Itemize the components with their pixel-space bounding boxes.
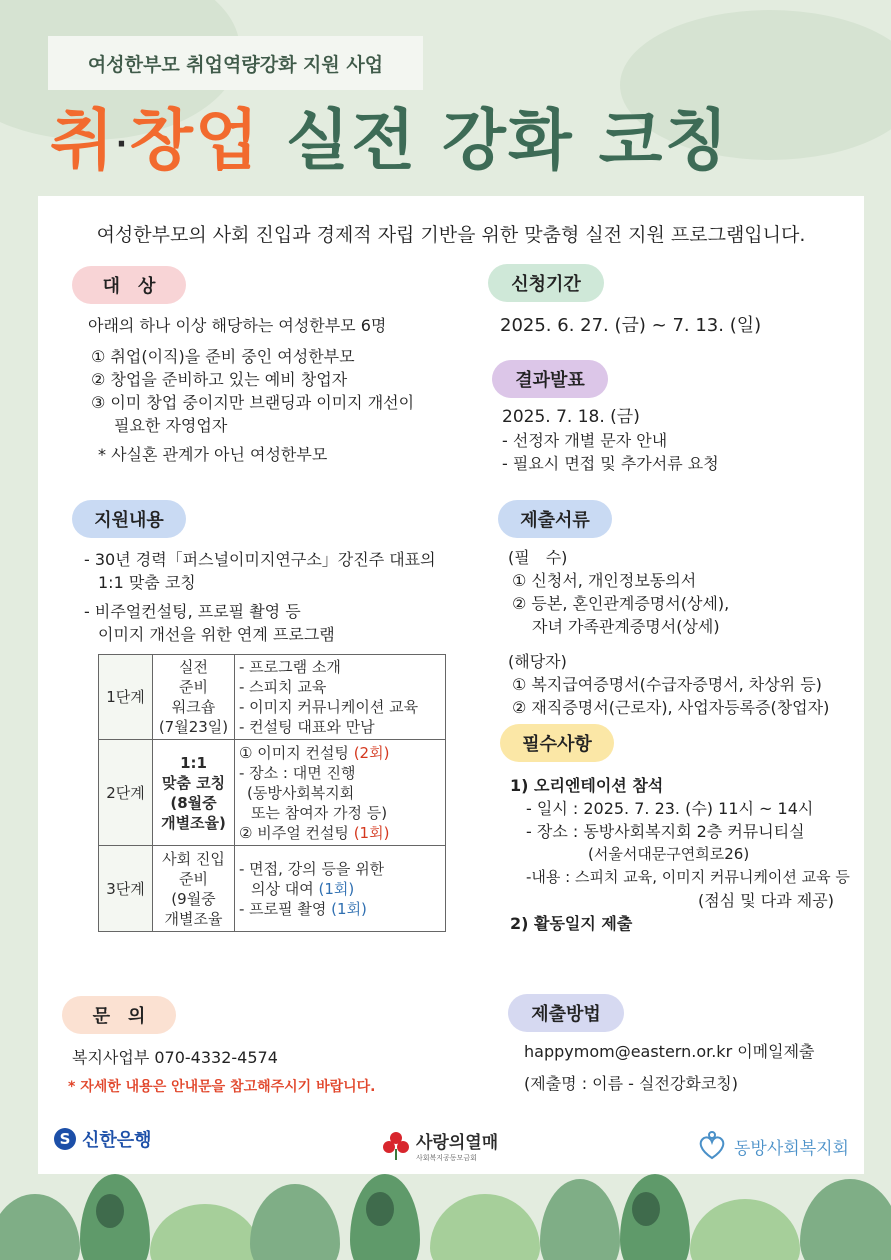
target-line: 아래의 하나 이상 해당하는 여성한부모 6명 <box>88 316 387 335</box>
sprout-icon <box>366 1192 394 1226</box>
love-fruit-icon <box>382 1131 410 1161</box>
submit-label: 제출방법 <box>508 994 624 1032</box>
step-name-line: 개별조율) <box>161 813 226 832</box>
documents-line: ① 복지급여증명서(수급자증명서, 차상위 등) <box>512 675 822 694</box>
sprout-icon <box>632 1192 660 1226</box>
step-detail-line: (동방사회복지회 <box>247 783 355 802</box>
documents-label: 제출서류 <box>498 500 612 538</box>
fruit-logo-text: 사랑의열매 <box>416 1133 499 1153</box>
title-highlight-2: 창업 <box>129 102 261 179</box>
result-line: - 선정자 개별 문자 안내 <box>502 431 668 450</box>
contact-phone: 복지사업부 070-4332-4574 <box>72 1048 278 1067</box>
step-label: 1단계 <box>99 655 153 740</box>
shinhan-icon: S <box>54 1128 76 1150</box>
tagline: 여성한부모 취업역량강화 지원 사업 <box>48 36 423 90</box>
step-name <box>153 740 235 846</box>
detail-text: ② 비주얼 컨설팅 <box>239 823 354 842</box>
fruit-logo-subtext: 사회복지공동모금회 <box>416 1154 477 1162</box>
step-label: 3단계 <box>99 846 153 932</box>
step-name-line: 맞춤 코칭 <box>161 773 226 792</box>
target-note: * 사실혼 관계가 아닌 여성한부모 <box>98 445 328 464</box>
eastern-logo <box>696 1130 849 1162</box>
eastern-logo-text: 동방사회복지회 <box>734 1138 849 1159</box>
step-name <box>153 846 235 932</box>
target-label: 대 상 <box>72 266 186 304</box>
step-detail-line <box>239 899 441 919</box>
eastern-hands-icon <box>696 1130 728 1162</box>
required-line: - 일시 : 2025. 7. 23. (수) 11시 ~ 14시 <box>526 799 814 818</box>
contact-label: 문 의 <box>62 996 176 1034</box>
detail-count: (1회) <box>331 899 367 918</box>
leaf-shape <box>690 1199 800 1260</box>
step-detail-line <box>239 743 441 763</box>
required-line: (서울서대문구연희로26) <box>588 845 750 863</box>
result-date: 2025. 7. 18. (금) <box>502 407 640 427</box>
documents-line: ② 등본, 혼인관계증명서(상세), <box>512 594 730 613</box>
support-text <box>84 548 436 646</box>
step-details <box>235 740 446 846</box>
page-title <box>50 96 730 190</box>
table-row <box>99 655 446 740</box>
step-detail-line: - 장소 : 대면 진행 <box>239 763 356 782</box>
submit-email: happymom@eastern.or.kr 이메일제출 <box>524 1042 815 1061</box>
table-row <box>99 846 446 932</box>
required-line: -내용 : 스피치 교육, 이미지 커뮤니케이션 교육 등 <box>526 868 850 886</box>
documents-conditional-title: (해당자) <box>508 652 567 671</box>
detail-count: (2회) <box>353 743 390 762</box>
fruit-logo <box>382 1128 498 1163</box>
required-item-1: 1) 오리엔테이션 참석 <box>510 776 664 795</box>
step-name-line: 사회 진입 <box>162 849 225 868</box>
required-item-2: 2) 활동일지 제출 <box>510 914 633 933</box>
detail-text: - 프로필 촬영 <box>239 899 332 918</box>
step-details <box>235 846 446 932</box>
period-value: 2025. 6. 27. (금) ~ 7. 13. (일) <box>500 315 762 336</box>
step-name <box>153 655 235 740</box>
documents-line: ① 신청서, 개인정보동의서 <box>512 571 697 590</box>
documents-line: ② 재직증명서(근로자), 사업자등록증(창업자) <box>512 698 830 717</box>
documents-text <box>508 546 829 719</box>
step-name-line: (8월중 <box>170 793 217 812</box>
target-line: ② 창업을 준비하고 있는 예비 창업자 <box>91 370 348 389</box>
table-row <box>99 740 446 846</box>
title-highlight-1: 취 <box>50 102 116 179</box>
support-label: 지원내용 <box>72 500 186 538</box>
title-dot: · <box>115 126 130 162</box>
sprout-icon <box>96 1194 124 1228</box>
detail-count: (1회) <box>353 823 390 842</box>
footer-decoration <box>0 1174 891 1260</box>
detail-count: (1회) <box>318 879 355 898</box>
shinhan-logo <box>54 1126 152 1152</box>
step-details <box>235 655 446 740</box>
support-line: 이미지 개선을 위한 연계 프로그램 <box>98 625 335 644</box>
step-detail-line <box>239 823 441 843</box>
target-text <box>88 314 414 466</box>
support-line: - 30년 경력「퍼스널이미지연구소」강진주 대표의 <box>84 550 436 569</box>
step-name-line: 개별조율 <box>164 909 223 928</box>
leaf-shape <box>430 1194 540 1260</box>
step-name-line: (9월중 <box>171 889 216 908</box>
step-detail-line: - 컨설팅 대표와 만남 <box>239 718 375 736</box>
period-label: 신청기간 <box>488 264 604 302</box>
content-card <box>38 196 864 1174</box>
documents-required-title: (필 수) <box>508 548 568 567</box>
shinhan-logo-text: 신한은행 <box>82 1130 152 1151</box>
step-label: 2단계 <box>99 740 153 846</box>
required-text <box>510 774 850 935</box>
required-line: - 장소 : 동방사회복지회 2층 커뮤니티실 <box>526 822 805 841</box>
detail-text: 의상 대여 <box>251 879 319 898</box>
step-name-line: 워크숍 <box>171 698 216 716</box>
step-name-line: 실전 <box>179 658 208 676</box>
result-text <box>502 406 719 475</box>
support-line: - 비주얼컨설팅, 프로필 촬영 등 <box>84 602 301 621</box>
support-line: 1:1 맞춤 코칭 <box>98 573 196 592</box>
step-detail-line: - 스피치 교육 <box>239 678 327 696</box>
intro-text: 여성한부모의 사회 진입과 경제적 자립 기반을 위한 맞춤형 실전 지원 프로그램입니다. <box>96 224 806 246</box>
submit-name: (제출명 : 이름 - 실전강화코칭) <box>524 1074 739 1093</box>
result-label: 결과발표 <box>492 360 608 398</box>
contact-note: * 자세한 내용은 안내문을 참고해주시기 바랍니다. <box>68 1079 376 1095</box>
target-line: ① 취업(이직)을 준비 중인 여성한부모 <box>91 347 355 366</box>
step-detail-line: 또는 참여자 가정 등) <box>251 803 388 822</box>
leaf-shape <box>800 1179 891 1260</box>
required-line: (점심 및 다과 제공) <box>698 891 834 910</box>
leaf-shape <box>0 1194 80 1260</box>
step-name-line: 1:1 <box>180 753 207 772</box>
result-line: - 필요시 면접 및 추가서류 요청 <box>502 454 719 473</box>
step-name-line: 준비 <box>179 678 208 696</box>
step-detail-line: - 이미지 커뮤니케이션 교육 <box>239 698 419 716</box>
required-label: 필수사항 <box>500 724 614 762</box>
leaf-shape <box>150 1204 260 1260</box>
step-detail-line: - 프로그램 소개 <box>239 658 341 676</box>
title-rest: 실전 강화 코칭 <box>260 102 731 179</box>
step-detail-line <box>239 879 441 899</box>
steps-table <box>98 654 446 932</box>
detail-text: ① 이미지 컨설팅 <box>239 743 354 762</box>
target-line: 필요한 자영업자 <box>114 416 228 435</box>
documents-line: 자녀 가족관계증명서(상세) <box>532 617 720 636</box>
target-line: ③ 이미 창업 중이지만 브랜딩과 이미지 개선이 <box>91 393 415 412</box>
step-name-line: 준비 <box>179 869 208 888</box>
step-detail-line: - 면접, 강의 등을 위한 <box>239 859 385 878</box>
leaf-shape <box>540 1179 620 1260</box>
leaf-shape <box>250 1184 340 1260</box>
step-name-line: (7월23일) <box>158 718 229 736</box>
